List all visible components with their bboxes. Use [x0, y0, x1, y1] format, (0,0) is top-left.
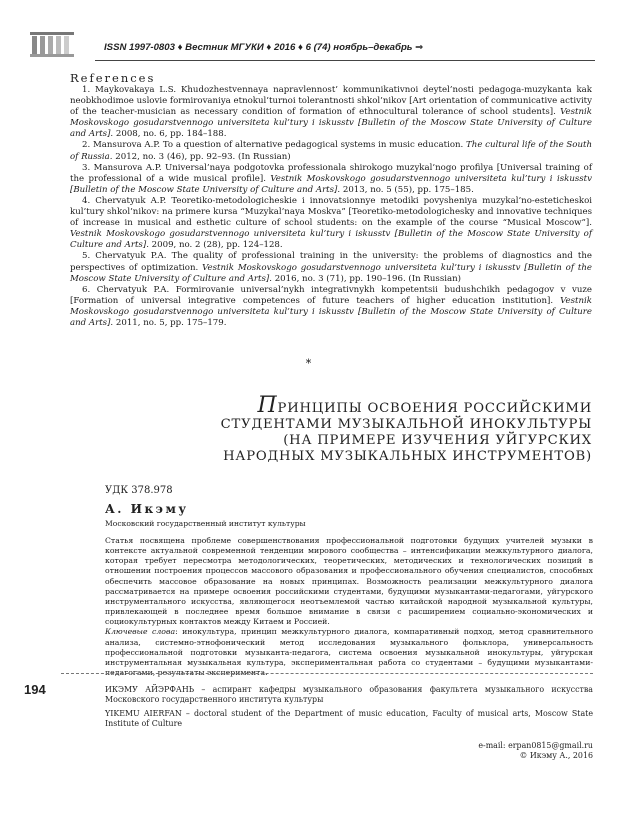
author-email[interactable]: e-mail: erpan0815@gmail.ru [478, 741, 593, 750]
title-line-3: (НА ПРИМЕРЕ ИЗУЧЕНИЯ УЙГУРСКИХ [283, 433, 592, 448]
section-separator: * [305, 357, 312, 370]
references-heading: References [70, 71, 156, 85]
contact-block [300, 741, 593, 761]
page-header [0, 28, 617, 68]
title-line-1: ПРИНЦИПЫ ОСВОЕНИЯ РОССИЙСКИМИ [257, 393, 592, 418]
header-rule [95, 60, 595, 61]
article-title [200, 393, 592, 465]
title-line-4: НАРОДНЫХ МУЗЫКАЛЬНЫХ ИНСТРУМЕНТОВ) [223, 449, 592, 464]
columns-logo-icon [28, 28, 76, 58]
reference-item: 6. Chervatyuk P.A. Formirovanie universal’nykh integrativnykh kompetentsii budushchikh pedagogov v vuze [Formation of universal integrative competences of future teachers of higher education institution]. Vestnik Moskovskogo gosudarstvennogo universiteta kul’tury i iskusstv [Bulletin of the Moscow State University of Culture and Arts]. 2011, no. 5, pp. 175–179. [70, 284, 592, 328]
page-number: 194 [24, 682, 46, 697]
reference-item: 3. Mansurova A.P. Universal’naya podgotovka professionala shirokogo muzykal’nogo profilya [Universal training of the professional of a wide musical profile]. Vestnik Moskovskogo gosudarstvennogo universiteta kul’tury i iskusstv [Bulletin of the Moscow State University of Culture and Arts]. 2013, no. 5 (55), pp. 175–185. [70, 162, 592, 195]
author-note-ru: ИКЭМУ АЙЭРФАНЬ – аспирант кафедры музыкального образования факультета музыкального искусства Московского государственного института культуры [105, 685, 593, 704]
keywords: Ключевые слова: инокультура, принцип межкультурного диалога, компаративный подход, метод сравнительного анализа, системно-этнофонический метод исследования музыкального фольклора, универсальность профессиональной подготовки музыканта-педагога, система освоения музыкальной инокультуры, уйгурская инструментальная музыкальная культура, экспериментальная работа со студентами – будущими музыкантами-педагогами, результаты эксперимента. [105, 627, 593, 678]
reference-item: 4. Chervatyuk A.P. Teoretiko-metodologicheskie i innovatsionnye metodiki povysheniya muzykal’no-esteticheskoi kul’tury shkol’nikov: na primere kursa “Muzykal’naya Moskva” [Teoretiko-metodologichesky and innovative techniques of increase in musical and esthetic culture of school students: on the example of the course “Musical Moscow”]. Vestnik Moskovskogo gosudarstvennogo universiteta kul’tury i iskusstv [Bulletin of the Moscow State University of Culture and Arts]. 2009, no. 2 (28), pp. 124–128. [70, 195, 592, 251]
copyright: © Икэму А., 2016 [519, 751, 593, 760]
references-list [70, 85, 592, 329]
author-affiliation: Московский государственный институт культуры [105, 519, 306, 528]
reference-item: 5. Chervatyuk P.A. The quality of professional training in the university: the problems of diagnostics and the perspectives of optimization. Vestnik Moskovskogo gosudarstvennogo universiteta kul’tury i iskusstv [Bulletin of the Moscow State University of Culture and Arts]. 2016, no. 3 (71), pp. 190–196. (In Russian) [70, 251, 592, 284]
footnote-divider [61, 673, 593, 674]
abstract [105, 536, 593, 678]
author-name: А. Икэму [105, 502, 189, 516]
title-line-2: СТУДЕНТАМИ МУЗЫКАЛЬНОЙ ИНОКУЛЬТУРЫ [220, 417, 592, 432]
reference-item: 2. Mansurova A.P. To a question of alternative pedagogical systems in music education. The cultural life of the South of Russia. 2012, no. 3 (46), pp. 92–93. (In Russian) [70, 140, 592, 162]
journal-header: ISSN 1997-0803 ♦ Вестник МГУКИ ♦ 2016 ♦ 6 (74) ноябрь–декабрь ⇒ [104, 42, 424, 53]
udk-code: УДК 378.978 [105, 485, 173, 496]
reference-item: 1. Maykovakaya L.S. Khudozhestvennaya napravlennost’ kommunikativnoi deytel’nosti pedagoga-muzykanta kak neobkhodimoe uslovie formirovaniya etnokul’turnoi tolerantnosti shkol’nikov [Art orientation of communicative activity of the teacher-musician as necessary condition of formation of ethnocultural tolerance of school students]. Vestnik Moskovskogo gosudarstvennogo universiteta kul’tury i iskusstv [Bulletin of the Moscow State University of Culture and Arts]. 2008, no. 6, pp. 184–188. [70, 85, 592, 140]
author-note-en: YIKEMU AIERFAN – doctoral student of the Department of music education, Faculty of musical arts, Moscow State Institute of Culture [105, 709, 593, 728]
abstract-text: Статья посвящена проблеме совершенствования профессиональной подготовки будущих учителей музыки в контексте актуальной современной тенденции мирового сообщества – интенсификации межкультурного диалога, которая требует пересмотра методологических, теоретических, методических и технологических позиций в отношении построения процессов массового образования и профессионального обучения специалистов, способных обеспечить массовое образование на новых принципах. Возможность реализации межкультурного диалога рассматривается на примере освоения российскими студентами, будущими музыкантами-педагогами, уйгурского инструментального искусства, являющегося неотъемлемой частью китайской народной музыкальной культуры, привлекающей в последнее время большое внимание в связи с расширением социально-экономических и социокультурных контактов между Китаем и Россией. [105, 536, 593, 627]
